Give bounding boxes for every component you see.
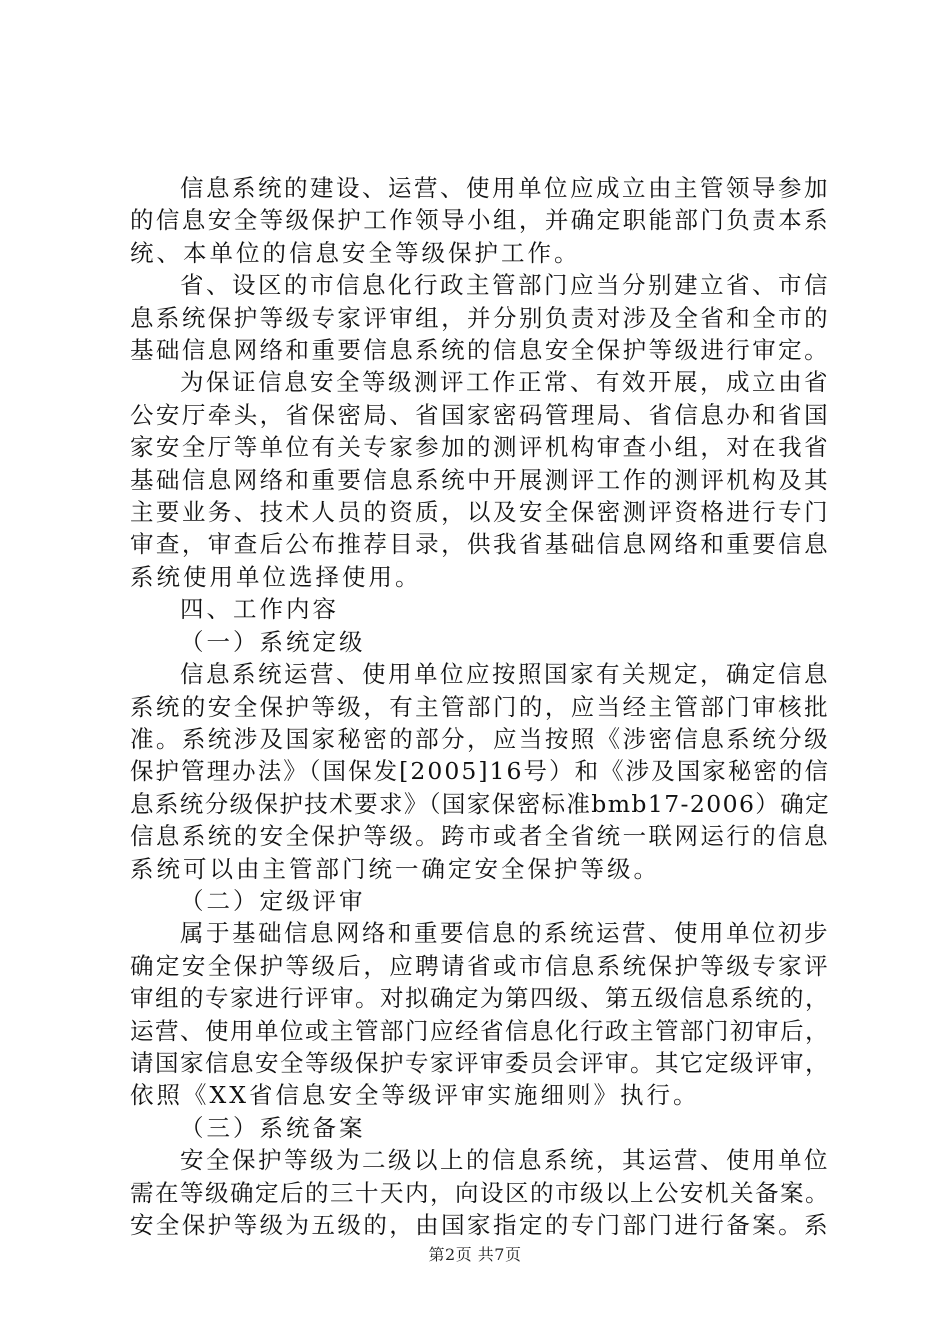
text-line: 准。系统涉及国家秘密的部分，应当按照《涉密信息系统分级	[130, 724, 830, 753]
text-line: 确定安全保护等级后，应聘请省或市信息系统保护等级专家评	[130, 951, 830, 980]
text-line: 系统的安全保护等级，有主管部门的，应当经主管部门审核批	[130, 692, 830, 721]
text-line: （三）系统备案	[180, 1113, 366, 1142]
text-line: 运营、使用单位或主管部门应经省信息化行政主管部门初审后，	[130, 1016, 830, 1045]
document-body	[130, 172, 830, 1241]
text-line: 主要业务、技术人员的资质，以及安全保密测评资格进行专门	[130, 498, 830, 527]
text-line: （一）系统定级	[180, 627, 366, 656]
text-line: 审查，审查后公布推荐目录，供我省基础信息网络和重要信息	[130, 530, 830, 559]
text-line: 为保证信息安全等级测评工作正常、有效开展，成立由省	[180, 368, 830, 397]
text-line: 审组的专家进行评审。对拟确定为第四级、第五级信息系统的，	[130, 984, 830, 1013]
text-line: 息系统保护等级专家评审组，并分别负责对涉及全省和全市的	[130, 303, 830, 332]
text-line: （二）定级评审	[180, 886, 366, 915]
text-line: 保护管理办法》（国保发[2005]16号）和《涉及国家秘密的信	[130, 757, 830, 786]
text-line: 需在等级确定后的三十天内，向设区的市级以上公安机关备案。	[130, 1178, 830, 1207]
text-line: 属于基础信息网络和重要信息的系统运营、使用单位初步	[180, 919, 830, 948]
text-line: 请国家信息安全等级保护专家评审委员会评审。其它定级评审，	[130, 1048, 830, 1077]
text-line: 家安全厅等单位有关专家参加的测评机构审查小组，对在我省	[130, 433, 830, 462]
text-line: 依照《XX省信息安全等级评审实施细则》执行。	[130, 1081, 700, 1110]
text-line: 信息系统运营、使用单位应按照国家有关规定，确定信息	[180, 660, 830, 689]
text-line: 基础信息网络和重要信息系统中开展测评工作的测评机构及其	[130, 465, 830, 494]
text-line: 信息系统的建设、运营、使用单位应成立由主管领导参加	[180, 174, 830, 202]
page-footer: 第2页 共7页	[428, 1245, 522, 1264]
text-line: 安全保护等级为五级的，由国家指定的专门部门进行备案。系	[130, 1211, 830, 1239]
text-line: 公安厅牵头，省保密局、省国家密码管理局、省信息办和省国	[130, 400, 830, 429]
text-line: 息系统分级保护技术要求》（国家保密标准bmb17-2006）确定	[130, 789, 830, 818]
text-line: 四、工作内容	[180, 595, 339, 624]
text-line: 的信息安全等级保护工作领导小组，并确定职能部门负责本系	[130, 206, 830, 235]
text-line: 信息系统的安全保护等级。跨市或者全省统一联网运行的信息	[130, 822, 830, 851]
text-line: 省、设区的市信息化行政主管部门应当分别建立省、市信	[180, 271, 830, 300]
text-line: 统、本单位的信息安全等级保护工作。	[130, 238, 581, 267]
text-line: 系统可以由主管部门统一确定安全保护等级。	[130, 854, 660, 883]
text-line: 基础信息网络和重要信息系统的信息安全保护等级进行审定。	[130, 336, 830, 365]
text-line: 安全保护等级为二级以上的信息系统，其运营、使用单位	[180, 1146, 830, 1175]
text-line: 系统使用单位选择使用。	[130, 562, 422, 591]
